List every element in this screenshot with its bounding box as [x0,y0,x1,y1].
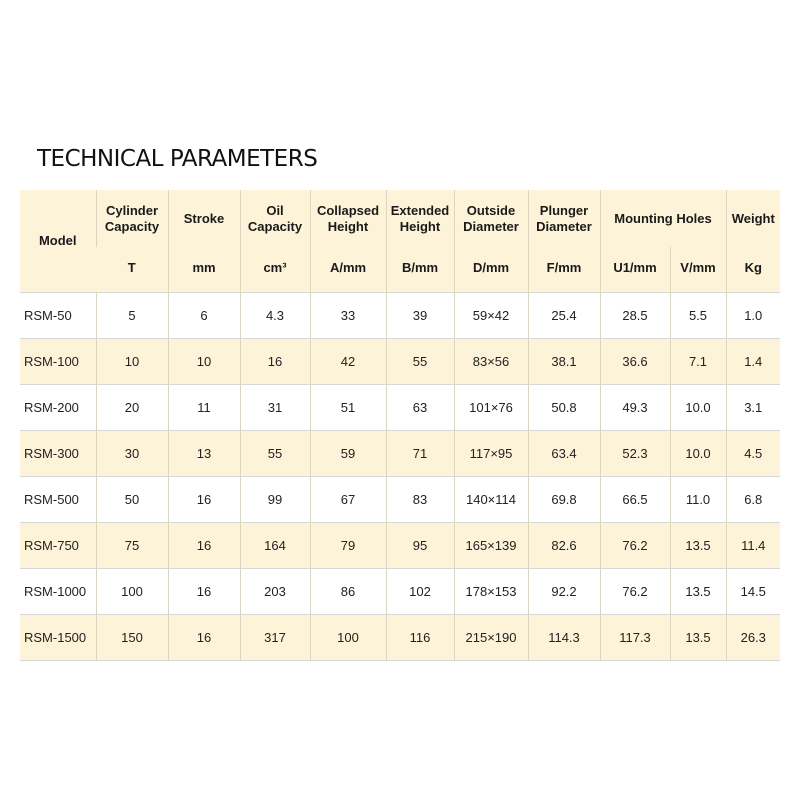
cell-stroke: 11 [168,385,240,431]
cell-model: RSM-1500 [24,630,87,645]
unit-weight-label: Kg [726,247,780,293]
table-row [20,615,780,661]
units-row [20,247,780,293]
header-model: Model [38,233,77,248]
cell-model: RSM-500 [24,492,79,507]
cell-mounting-holes-v: 13.5 [670,523,726,569]
header-extended-height: Extended Height [386,190,454,247]
cell-cylinder-capacity: 30 [96,431,168,477]
table-row [20,339,780,385]
cell-oil-capacity: 164 [240,523,310,569]
cell-collapsed-height: 79 [310,523,386,569]
cell-mounting-holes-u1: 49.3 [600,385,670,431]
cell-plunger-diameter: 69.8 [528,477,600,523]
cell-oil-capacity: 55 [240,431,310,477]
cell-extended-height: 55 [386,339,454,385]
unit-mounting-v-label: V/mm [670,247,726,293]
header-cylinder-capacity: Cylinder Capacity [96,190,168,247]
cell-plunger-diameter: 25.4 [528,293,600,339]
cell-mounting-holes-u1: 76.2 [600,523,670,569]
cell-stroke: 10 [168,339,240,385]
table-row [20,569,780,615]
cell-plunger-diameter: 38.1 [528,339,600,385]
unit-outside-label: D/mm [454,247,528,293]
cell-outside-diameter: 59×42 [454,293,528,339]
unit-plunger-label: F/mm [528,247,600,293]
cell-weight: 6.8 [726,477,780,523]
cell-mounting-holes-u1: 66.5 [600,477,670,523]
header-stroke: Stroke [168,190,240,247]
cell-outside-diameter: 83×56 [454,339,528,385]
cell-cylinder-capacity: 100 [96,569,168,615]
cell-outside-diameter: 117×95 [454,431,528,477]
cell-mounting-holes-v: 11.0 [670,477,726,523]
table-row [20,385,780,431]
cell-oil-capacity: 4.3 [240,293,310,339]
cell-weight: 14.5 [726,569,780,615]
header-oil-capacity: Oil Capacity [240,190,310,247]
cell-oil-capacity: 31 [240,385,310,431]
cell-stroke: 16 [168,523,240,569]
cell-model: RSM-50 [24,308,72,323]
cell-mounting-holes-v: 13.5 [670,615,726,661]
cell-oil-capacity: 99 [240,477,310,523]
cell-stroke: 6 [168,293,240,339]
cell-stroke: 16 [168,477,240,523]
cell-plunger-diameter: 114.3 [528,615,600,661]
cell-extended-height: 63 [386,385,454,431]
cell-model: RSM-300 [24,446,79,461]
unit-stroke-label: mm [168,247,240,293]
unit-oil-label: cm³ [240,247,310,293]
cell-plunger-diameter: 92.2 [528,569,600,615]
cell-mounting-holes-v: 5.5 [670,293,726,339]
header-outside-diameter: Outside Diameter [454,190,528,247]
cell-stroke: 13 [168,431,240,477]
cell-stroke: 16 [168,615,240,661]
cell-cylinder-capacity: 150 [96,615,168,661]
cell-cylinder-capacity: 10 [96,339,168,385]
cell-collapsed-height: 86 [310,569,386,615]
cell-collapsed-height: 33 [310,293,386,339]
cell-mounting-holes-u1: 36.6 [600,339,670,385]
cell-oil-capacity: 317 [240,615,310,661]
technical-parameters-table [20,190,780,661]
cell-extended-height: 102 [386,569,454,615]
table-row [20,477,780,523]
cell-extended-height: 39 [386,293,454,339]
cell-plunger-diameter: 82.6 [528,523,600,569]
cell-extended-height: 95 [386,523,454,569]
cell-collapsed-height: 67 [310,477,386,523]
cell-cylinder-capacity: 50 [96,477,168,523]
cell-weight: 26.3 [726,615,780,661]
cell-plunger-diameter: 63.4 [528,431,600,477]
cell-outside-diameter: 215×190 [454,615,528,661]
header-weight: Weight [726,190,780,247]
cell-mounting-holes-v: 7.1 [670,339,726,385]
table-row [20,431,780,477]
cell-outside-diameter: 165×139 [454,523,528,569]
cell-weight: 1.4 [726,339,780,385]
header-mounting-holes: Mounting Holes [600,190,726,247]
cell-outside-diameter: 178×153 [454,569,528,615]
cell-extended-height: 71 [386,431,454,477]
unit-extended-label: B/mm [386,247,454,293]
cell-model: RSM-200 [24,400,79,415]
cell-oil-capacity: 203 [240,569,310,615]
cell-stroke: 16 [168,569,240,615]
cell-weight: 11.4 [726,523,780,569]
cell-outside-diameter: 140×114 [454,477,528,523]
cell-model: RSM-750 [24,538,79,553]
cell-mounting-holes-u1: 52.3 [600,431,670,477]
cell-mounting-holes-v: 10.0 [670,385,726,431]
cell-cylinder-capacity: 75 [96,523,168,569]
unit-capacity-label: T [127,259,136,275]
cell-collapsed-height: 100 [310,615,386,661]
cell-collapsed-height: 42 [310,339,386,385]
header-plunger-diameter: Plunger Diameter [528,190,600,247]
cell-cylinder-capacity: 20 [96,385,168,431]
cell-weight: 4.5 [726,431,780,477]
table-body [20,293,780,661]
cell-weight: 3.1 [726,385,780,431]
cell-collapsed-height: 59 [310,431,386,477]
cell-plunger-diameter: 50.8 [528,385,600,431]
cell-extended-height: 83 [386,477,454,523]
unit-collapsed-label: A/mm [310,247,386,293]
cell-mounting-holes-v: 13.5 [670,569,726,615]
table-row [20,293,780,339]
cell-mounting-holes-u1: 28.5 [600,293,670,339]
cell-model: RSM-100 [24,354,79,369]
header-row [20,190,780,247]
cell-mounting-holes-u1: 76.2 [600,569,670,615]
cell-weight: 1.0 [726,293,780,339]
cell-extended-height: 116 [386,615,454,661]
cell-mounting-holes-v: 10.0 [670,431,726,477]
table-row [20,523,780,569]
header-collapsed-height: Collapsed Height [310,190,386,247]
cell-collapsed-height: 51 [310,385,386,431]
cell-model: RSM-1000 [24,584,87,599]
cell-oil-capacity: 16 [240,339,310,385]
unit-mounting-u1-label: U1/mm [600,247,670,293]
cell-outside-diameter: 101×76 [454,385,528,431]
cell-mounting-holes-u1: 117.3 [600,615,670,661]
cell-cylinder-capacity: 5 [96,293,168,339]
page-title: TECHNICAL PARAMETERS [37,146,318,172]
